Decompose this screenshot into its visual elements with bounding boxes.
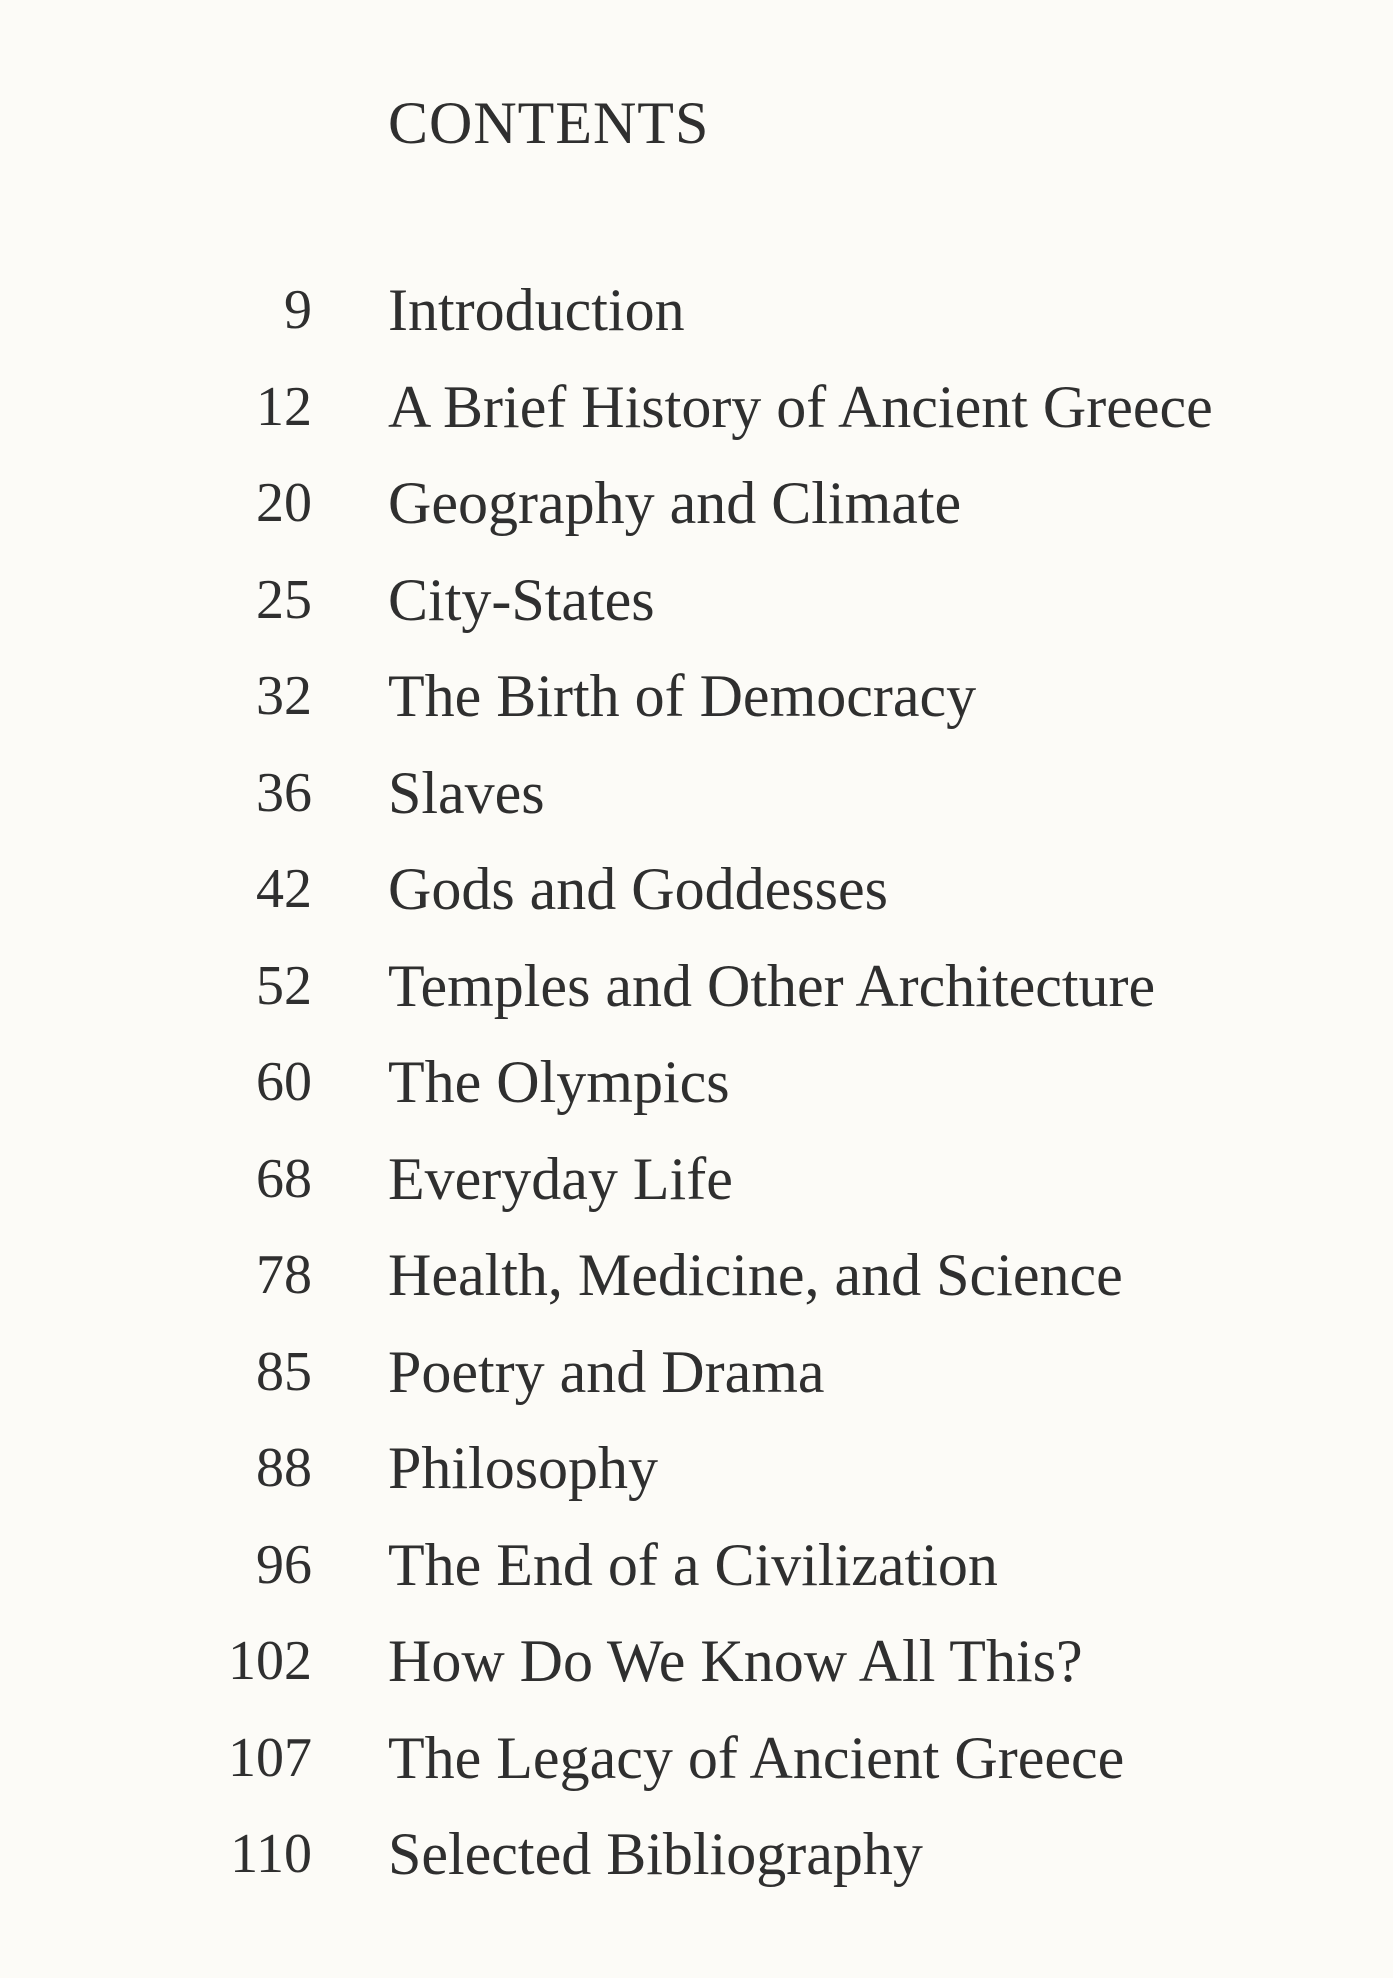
toc-entry bbox=[0, 270, 1393, 367]
contents-heading: CONTENTS bbox=[388, 90, 710, 156]
toc-title: City-States bbox=[388, 566, 655, 633]
toc-page-number: 102 bbox=[228, 1630, 312, 1692]
toc-page-number: 25 bbox=[256, 568, 312, 631]
toc-entry bbox=[0, 1428, 1393, 1525]
toc-page-number: 88 bbox=[256, 1437, 312, 1499]
toc-entry bbox=[0, 1814, 1393, 1911]
toc-page-number: 107 bbox=[228, 1726, 312, 1789]
toc-page-number: 52 bbox=[256, 954, 312, 1017]
toc-page-number: 12 bbox=[256, 375, 312, 438]
toc-title: How Do We Know All This? bbox=[388, 1628, 1083, 1694]
toc-page-number: 110 bbox=[230, 1823, 312, 1885]
toc-page-number: 9 bbox=[284, 279, 312, 341]
toc-title: The Olympics bbox=[388, 1049, 730, 1115]
toc-entry bbox=[0, 560, 1393, 657]
toc-title: Health, Medicine, and Science bbox=[388, 1242, 1123, 1308]
toc-page-number: 36 bbox=[256, 761, 312, 824]
toc-page-number: 85 bbox=[256, 1340, 312, 1403]
toc-title: Poetry and Drama bbox=[388, 1338, 825, 1405]
toc-entry bbox=[0, 656, 1393, 753]
toc-title: Everyday Life bbox=[388, 1145, 733, 1212]
toc-entry bbox=[0, 367, 1393, 464]
toc-entry bbox=[0, 946, 1393, 1043]
toc-title: The End of a Civilization bbox=[388, 1531, 998, 1598]
toc-title: The Birth of Democracy bbox=[388, 663, 977, 729]
toc-entry bbox=[0, 463, 1393, 560]
toc-entry bbox=[0, 1525, 1393, 1622]
toc-entry bbox=[0, 753, 1393, 850]
toc-title: Temples and Other Architecture bbox=[388, 952, 1156, 1019]
toc-title: Selected Bibliography bbox=[388, 1821, 923, 1887]
toc-page-number: 32 bbox=[256, 665, 312, 727]
toc-page-number: 42 bbox=[256, 858, 312, 920]
toc-page-number: 60 bbox=[256, 1051, 312, 1113]
toc-entry bbox=[0, 1139, 1393, 1236]
toc-entry bbox=[0, 849, 1393, 946]
toc-list bbox=[0, 270, 1393, 1911]
toc-title: Philosophy bbox=[388, 1435, 659, 1501]
toc-entry bbox=[0, 1042, 1393, 1139]
toc-title: A Brief History of Ancient Greece bbox=[388, 373, 1213, 440]
toc-page-number: 96 bbox=[256, 1533, 312, 1596]
toc-entry bbox=[0, 1621, 1393, 1718]
toc-title: The Legacy of Ancient Greece bbox=[388, 1724, 1125, 1791]
toc-entry bbox=[0, 1235, 1393, 1332]
toc-entry bbox=[0, 1332, 1393, 1429]
toc-title: Introduction bbox=[388, 277, 685, 343]
toc-entry bbox=[0, 1718, 1393, 1815]
toc-page-number: 20 bbox=[256, 472, 312, 534]
toc-page-number: 68 bbox=[256, 1147, 312, 1210]
toc-title: Geography and Climate bbox=[388, 470, 962, 536]
toc-title: Slaves bbox=[388, 759, 545, 826]
toc-title: Gods and Goddesses bbox=[388, 856, 888, 922]
toc-page-number: 78 bbox=[256, 1244, 312, 1306]
